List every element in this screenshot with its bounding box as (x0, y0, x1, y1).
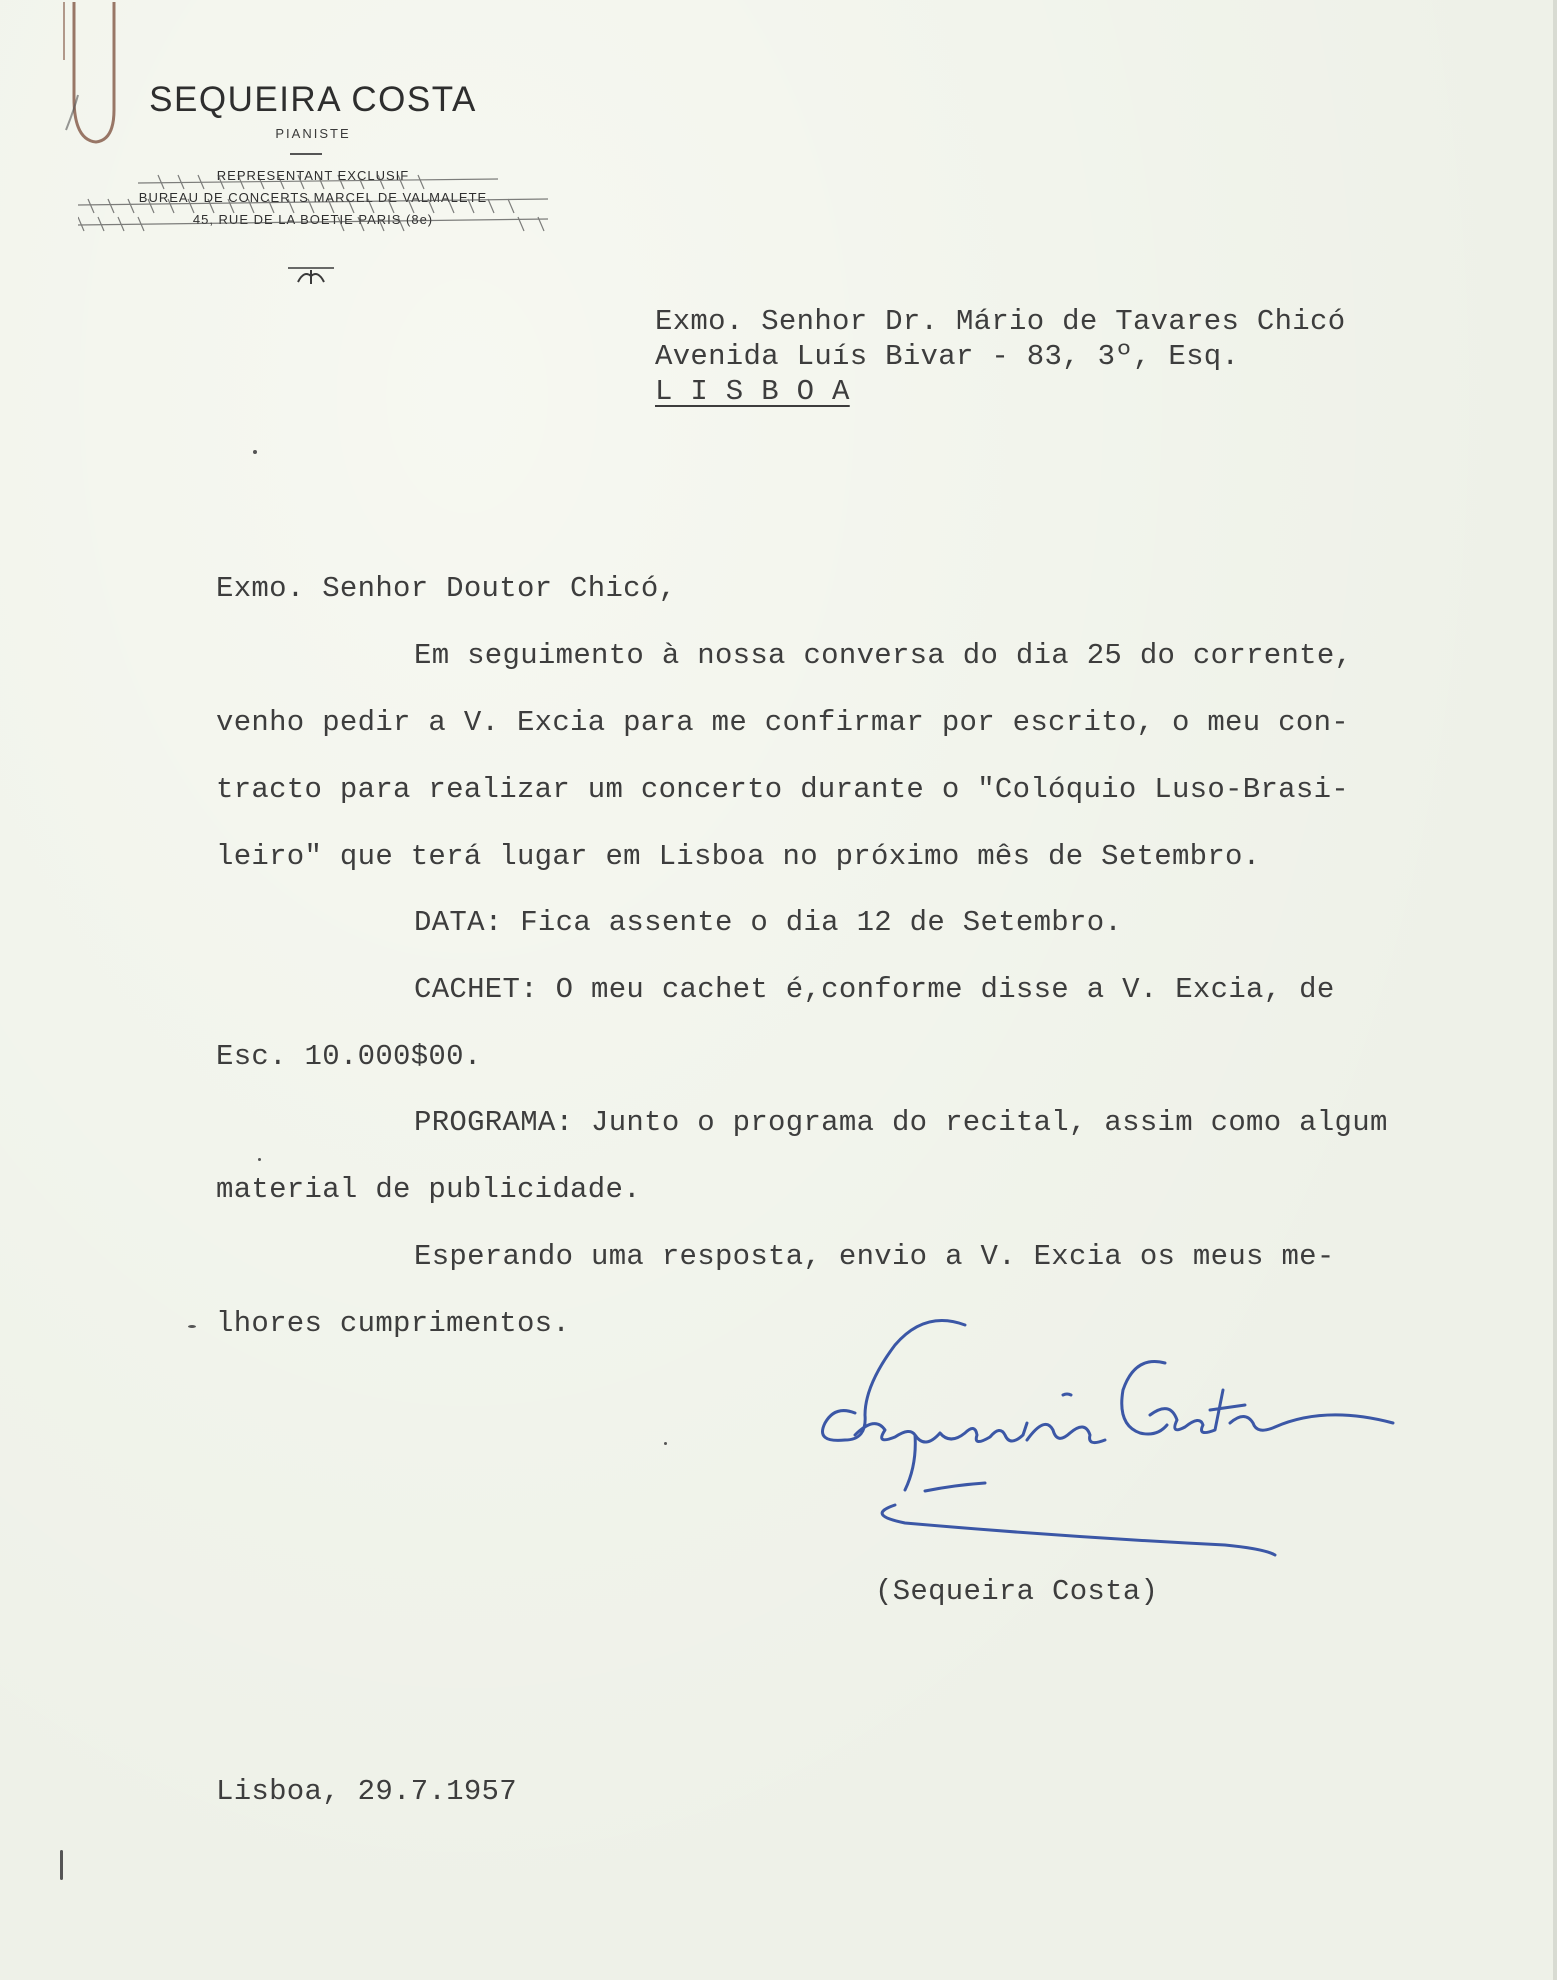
paper-speck (188, 1325, 196, 1328)
recipient-line-2: Avenida Luís Bivar - 83, 3º, Esq. (655, 340, 1240, 373)
programa-clause: PROGRAMA: Junto o programa do recital, assim como algum (414, 1106, 1388, 1139)
paper-speck (664, 1442, 667, 1445)
recipient-line-1: Exmo. Senhor Dr. Mário de Tavares Chicó (655, 305, 1346, 338)
cachet-amount: Esc. 10.000$00. (216, 1040, 482, 1073)
body-line-2: venho pedir a V. Excia para me confirmar por escrito, o meu con- (216, 706, 1349, 739)
typed-signature: (Sequeira Costa) (875, 1575, 1159, 1608)
salutation: Exmo. Senhor Doutor Chicó, (216, 572, 677, 605)
body-line-1: Em seguimento à nossa conversa do dia 25 do corrente, (414, 639, 1353, 672)
programa-continued: material de publicidade. (216, 1173, 641, 1206)
ornament-icon (286, 262, 336, 286)
recipient-city: L I S B O A (655, 375, 850, 408)
place-and-date: Lisboa, 29.7.1957 (216, 1775, 517, 1808)
body-line-4: leiro" que terá lugar em Lisboa no próximo mês de Setembro. (216, 840, 1261, 873)
letterhead-name: SEQUEIRA COSTA (149, 80, 477, 119)
paper-edge (1553, 0, 1557, 1980)
paper-mark (60, 1850, 63, 1880)
paper-speck (253, 450, 257, 454)
agent-stamp (78, 165, 548, 231)
closing-line-1: Esperando uma resposta, envio a V. Excia os meus me- (414, 1240, 1335, 1273)
date-clause: DATA: Fica assente o dia 12 de Setembro. (414, 906, 1123, 939)
letterhead-role: PIANISTE (275, 126, 351, 141)
cachet-clause: CACHET: O meu cachet é,conforme disse a V. Excia, de (414, 973, 1335, 1006)
body-line-3: tracto para realizar um concerto durante o "Colóquio Luso-Brasi- (216, 773, 1349, 806)
agent-line-3: 45, RUE DE LA BOETIE PARIS (8e) (192, 212, 434, 227)
handwritten-signature (805, 1305, 1445, 1605)
paper-clip-mark (56, 0, 116, 150)
agent-line-2: BUREAU DE CONCERTS MARCEL DE VALMALETE (138, 190, 488, 205)
letterhead-divider (290, 153, 322, 155)
paper-speck (258, 1158, 261, 1161)
agent-line-1: REPRESENTANT EXCLUSIF (216, 168, 410, 183)
closing-line-2: lhores cumprimentos. (216, 1307, 571, 1340)
